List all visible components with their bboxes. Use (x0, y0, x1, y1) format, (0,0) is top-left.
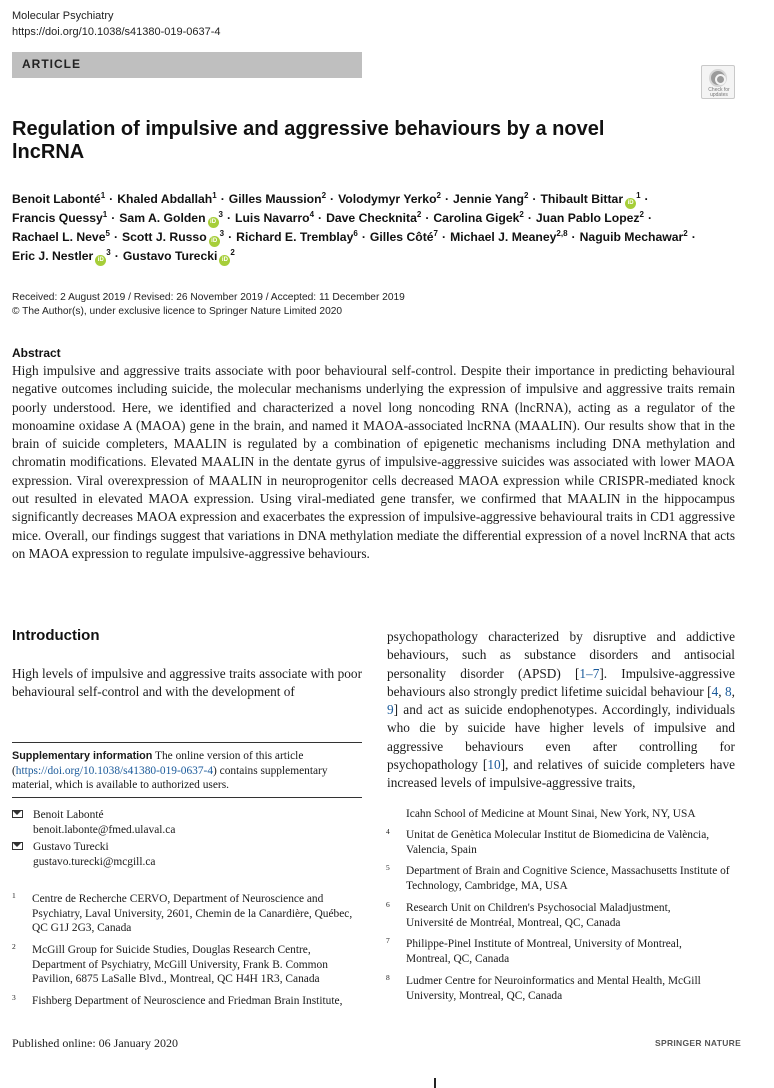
author-separator: · (318, 211, 323, 225)
author-separator: · (109, 192, 114, 206)
affiliation-text: Centre de Recherche CERVO, Department of Neuroscience and Psychiatry, Laval University, 2601, Chemin de la Canardière, Québec, QC G1J 2G3, Canada (32, 893, 353, 934)
correspondence-contact (12, 840, 155, 869)
affiliation-superscript: 5 (105, 229, 110, 238)
intro-text: psychopathology characterized by disruptive and addictive behaviours, such as substance disorders and antisocial personality disorder (APSD) [ (387, 629, 735, 681)
author-separator: · (647, 211, 653, 225)
affiliation-superscript: 6 (353, 229, 358, 238)
contact-email[interactable]: benoit.labonte@fmed.ulaval.ca (33, 823, 176, 836)
affiliation-text: Department of Brain and Cognitive Science, Massachusetts Institute of Technology, Cambridge, MA, USA (406, 865, 730, 892)
author-name-text: Khaled Abdallah (117, 192, 213, 206)
author-name-text: Carolina Gigek (433, 211, 520, 225)
journal-name: Molecular Psychiatry (12, 10, 114, 22)
author-separator: · (644, 192, 649, 206)
citation-separator: , (718, 683, 726, 699)
doi-link[interactable]: https://doi.org/10.1038/s41380-019-0637-4 (12, 26, 221, 38)
author-name[interactable] (453, 192, 528, 206)
affiliation-text: McGill Group for Suicide Studies, Douglas Research Centre, Department of Psychiatry, McGill University, Frank B. Common Pavilion, 6875 LaSalle Blvd., Montreal, QC H4H 1R3, Canada (32, 944, 328, 985)
citation-link[interactable]: 9 (387, 702, 394, 718)
author-separator: · (361, 230, 366, 244)
affiliation-number: 7 (386, 936, 390, 945)
author-name-text: Francis Quessy (12, 211, 103, 225)
author-list (12, 190, 752, 266)
author-line (12, 247, 752, 266)
affiliation-number: 1 (12, 891, 16, 900)
author-separator: · (442, 230, 447, 244)
affiliation-number: 3 (12, 993, 16, 1002)
author-name[interactable] (433, 211, 523, 225)
author-name-text: Benoit Labonté (12, 192, 101, 206)
author-name[interactable] (536, 211, 644, 225)
contact-name: Gustavo Turecki (33, 841, 109, 853)
author-name[interactable] (580, 230, 688, 244)
affiliation-superscript: 1 (100, 191, 106, 200)
author-name-text: Volodymyr Yerko (338, 192, 437, 206)
affiliation-superscript: 2,8 (556, 229, 568, 238)
author-separator: · (527, 211, 532, 225)
orcid-icon[interactable]: iD (219, 255, 230, 266)
affiliation-superscript: 4 (309, 210, 315, 219)
introduction-right-column (387, 628, 735, 793)
affiliation-superscript: 3 (106, 248, 111, 257)
article-dates (12, 291, 405, 319)
author-name-text: Luis Navarro (235, 211, 310, 225)
citation-link[interactable]: 1–7 (579, 665, 600, 681)
author-name-text: Thibault Bittar (540, 192, 624, 206)
author-name-text: Dave Checknita (326, 211, 417, 225)
affiliation-superscript: 7 (433, 229, 438, 238)
orcid-icon[interactable]: iD (209, 236, 220, 247)
affiliation-number: 5 (386, 863, 390, 872)
page-edge-mark (434, 1078, 436, 1088)
affiliation-number: 8 (386, 973, 390, 982)
check-updates-label: Check for updates (708, 87, 730, 98)
author-line (12, 209, 752, 228)
affiliation-text: Unitat de Genètica Molecular Institut de Biomedicina de València, Valencia, Spain (406, 829, 710, 856)
author-name-text: Richard E. Tremblay (236, 230, 354, 244)
contact-name: Benoit Labonté (33, 809, 104, 821)
author-name[interactable] (117, 192, 216, 206)
intro-text: ]. Impulsive-aggressive behaviours also strongly predict lifetime suicidal behaviour [ (387, 665, 735, 699)
author-separator: · (111, 211, 116, 225)
author-name[interactable] (236, 230, 358, 244)
affiliation-text: Ludmer Centre for Neuroinformatics and Mental Health, McGill University, Montreal, QC, Canada (406, 975, 701, 1002)
affiliation-superscript: 2 (519, 210, 524, 219)
affiliation-superscript: 2 (321, 191, 327, 200)
contact-email[interactable]: gustavo.turecki@mcgill.ca (33, 855, 156, 868)
orcid-icon[interactable]: iD (95, 255, 106, 266)
citation-link[interactable]: 4 (711, 683, 719, 699)
author-separator: · (228, 230, 233, 244)
supplementary-information-box (12, 742, 362, 798)
affiliation-superscript: 3 (218, 210, 223, 219)
affiliation-superscript: 2 (523, 191, 529, 200)
article-type-bar (12, 52, 362, 78)
affiliation-superscript: 1 (102, 210, 108, 219)
affiliation-text: Research Unit on Children's Psychosocial Maladjustment, Université de Montréal, Montreal, QC, Canada (406, 902, 671, 929)
citation-link[interactable]: 10 (487, 757, 501, 773)
check-updates-icon (709, 69, 727, 87)
journal-header (12, 8, 221, 40)
orcid-icon[interactable]: iD (208, 217, 219, 228)
author-name-text: Rachael L. Neve (12, 230, 106, 244)
author-separator: · (330, 192, 335, 206)
author-line (12, 228, 752, 247)
article-type-label: ARTICLE (22, 57, 81, 71)
title-line-2: lncRNA (12, 141, 85, 163)
author-name[interactable] (540, 192, 640, 206)
published-online-date: Published online: 06 January 2020 (12, 1036, 178, 1050)
author-name[interactable] (338, 192, 441, 206)
author-name-text: Naguib Mechawar (579, 230, 684, 244)
affiliation-text: Philippe-Pinel Institute of Montreal, University of Montreal, Montreal, QC, Canada (406, 938, 682, 965)
abstract-text: High impulsive and aggressive traits associate with poor behavioural self-control. Despite their importance in predicting behavioural negative outcomes including suicide, the molecular mechanisms underlying the expression of impulsive and aggressive traits remain poorly understood. Here, we identified and characterized a novel long noncoding RNA (lncRNA), acting as a regulator of the monoamine oxidase A (MAOA) gene in the brain, and named it MAOA-associated lncRNA (MAALIN). Our results show that in the brain of suicide completers, MAALIN is regulated by a combination of epigenetic mechanisms including DNA methylation and chromatin modifications. Elevated MAALIN in the dentate gyrus of impulsive-aggressive suicides was associated with lower MAOA expression. Viral overexpression of MAALIN in neuroprogenitor cells decreased MAOA expression while CRISPR-mediated knock out resulted in elevated MAOA expression. Using viral-mediated gene transfer, we confirmed that MAALIN in the hippocampus significantly decreases MAOA expression and exacerbates the expression of impulsive-aggressive behavioural traits in CD1 aggressive mice. Overall, our findings suggest that variations in DNA methylation mediate the differential expression of a novel lncRNA that acts on MAOA expression to regulate impulsive-aggressive behaviours. (12, 363, 735, 561)
introduction-left-column: High levels of impulsive and aggressive traits associate with poor behavioural self-control and with the development of (12, 666, 362, 700)
author-line (12, 190, 752, 209)
orcid-icon[interactable]: iD (625, 198, 636, 209)
author-name[interactable] (12, 211, 107, 225)
author-name[interactable] (12, 192, 105, 206)
supplementary-doi-link[interactable]: https://doi.org/10.1038/s41380-019-0637-4 (15, 764, 214, 777)
author-separator: · (691, 230, 696, 244)
author-name[interactable] (450, 230, 567, 244)
affiliation-superscript: 1 (636, 191, 641, 200)
author-name[interactable] (235, 211, 314, 225)
author-name[interactable] (12, 230, 110, 244)
title-line-1: Regulation of impulsive and aggressive behaviours by a novel (12, 118, 605, 140)
affiliation-number: 2 (12, 942, 16, 951)
intro-text: ] and act as suicide endophenotypes. Accordingly, individuals who die by suicide have higher levels of impulsive and aggressive behaviours even after controlling for psychopathology [ (387, 702, 735, 773)
author-name[interactable] (122, 230, 224, 244)
author-name[interactable] (326, 211, 421, 225)
envelope-icon (12, 842, 23, 850)
author-separator: · (532, 192, 537, 206)
publisher-logo: SPRINGER NATURE (655, 1038, 742, 1048)
affiliation-superscript: 2 (230, 248, 235, 257)
citation-link[interactable]: 8 (725, 683, 732, 699)
author-name-text: Scott J. Russo (122, 230, 207, 244)
copyright: © The Author(s), under exclusive licence to Springer Nature Limited 2020 (12, 306, 343, 317)
envelope-icon (12, 810, 23, 818)
author-name[interactable] (123, 249, 235, 263)
author-separator: · (226, 211, 232, 225)
affiliation-superscript: 2 (639, 210, 644, 219)
affiliation-superscript: 2 (683, 229, 688, 238)
author-name-text: Jennie Yang (453, 192, 524, 206)
received-revised-accepted: Received: 2 August 2019 / Revised: 26 November 2019 / Accepted: 11 December 2019 (12, 292, 405, 303)
author-name-text: Michael J. Meaney (450, 230, 557, 244)
introduction-heading: Introduction (12, 627, 100, 644)
author-name-text: Gilles Maussion (228, 192, 322, 206)
abstract-heading: Abstract (12, 346, 61, 360)
affiliation-superscript: 3 (219, 229, 225, 238)
check-for-updates-badge[interactable] (701, 65, 735, 99)
author-name-text: Gilles Côté (369, 230, 434, 244)
author-name-text: Juan Pablo Lopez (535, 211, 640, 225)
affiliation-text: Fishberg Department of Neuroscience and Friedman Brain Institute, (32, 995, 343, 1007)
author-name[interactable] (119, 211, 223, 225)
author-name[interactable] (12, 249, 111, 263)
author-separator: · (571, 230, 576, 244)
supplementary-label: Supplementary information (12, 750, 153, 762)
affiliation-superscript: 2 (416, 210, 422, 219)
affiliation-number: 4 (386, 827, 390, 836)
author-name-text: Sam A. Golden (119, 211, 206, 225)
affiliation-text: Icahn School of Medicine at Mount Sinai, New York, NY, USA (406, 808, 696, 820)
affiliation-number: 6 (386, 900, 390, 909)
author-name-text: Eric J. Nestler (12, 249, 94, 263)
intro-text: ], and relatives of suicide completers have increased levels of impulsive-aggressive traits, (387, 757, 735, 791)
citation-separator: , (731, 683, 735, 699)
affiliation-superscript: 1 (212, 191, 217, 200)
article-title (12, 118, 652, 164)
supplementary-text: The online version of this article ( (12, 750, 304, 777)
author-separator: · (114, 249, 119, 263)
supplementary-text: ) contains supplementary material, which is available to authorized users. (12, 764, 328, 791)
author-name[interactable] (229, 192, 326, 206)
author-separator: · (425, 211, 430, 225)
author-name[interactable] (370, 230, 438, 244)
author-separator: · (444, 192, 450, 206)
author-name-text: Gustavo Turecki (122, 249, 218, 263)
correspondence-contact (12, 808, 175, 837)
affiliation-superscript: 2 (436, 191, 441, 200)
author-separator: · (113, 230, 118, 244)
author-separator: · (220, 192, 225, 206)
